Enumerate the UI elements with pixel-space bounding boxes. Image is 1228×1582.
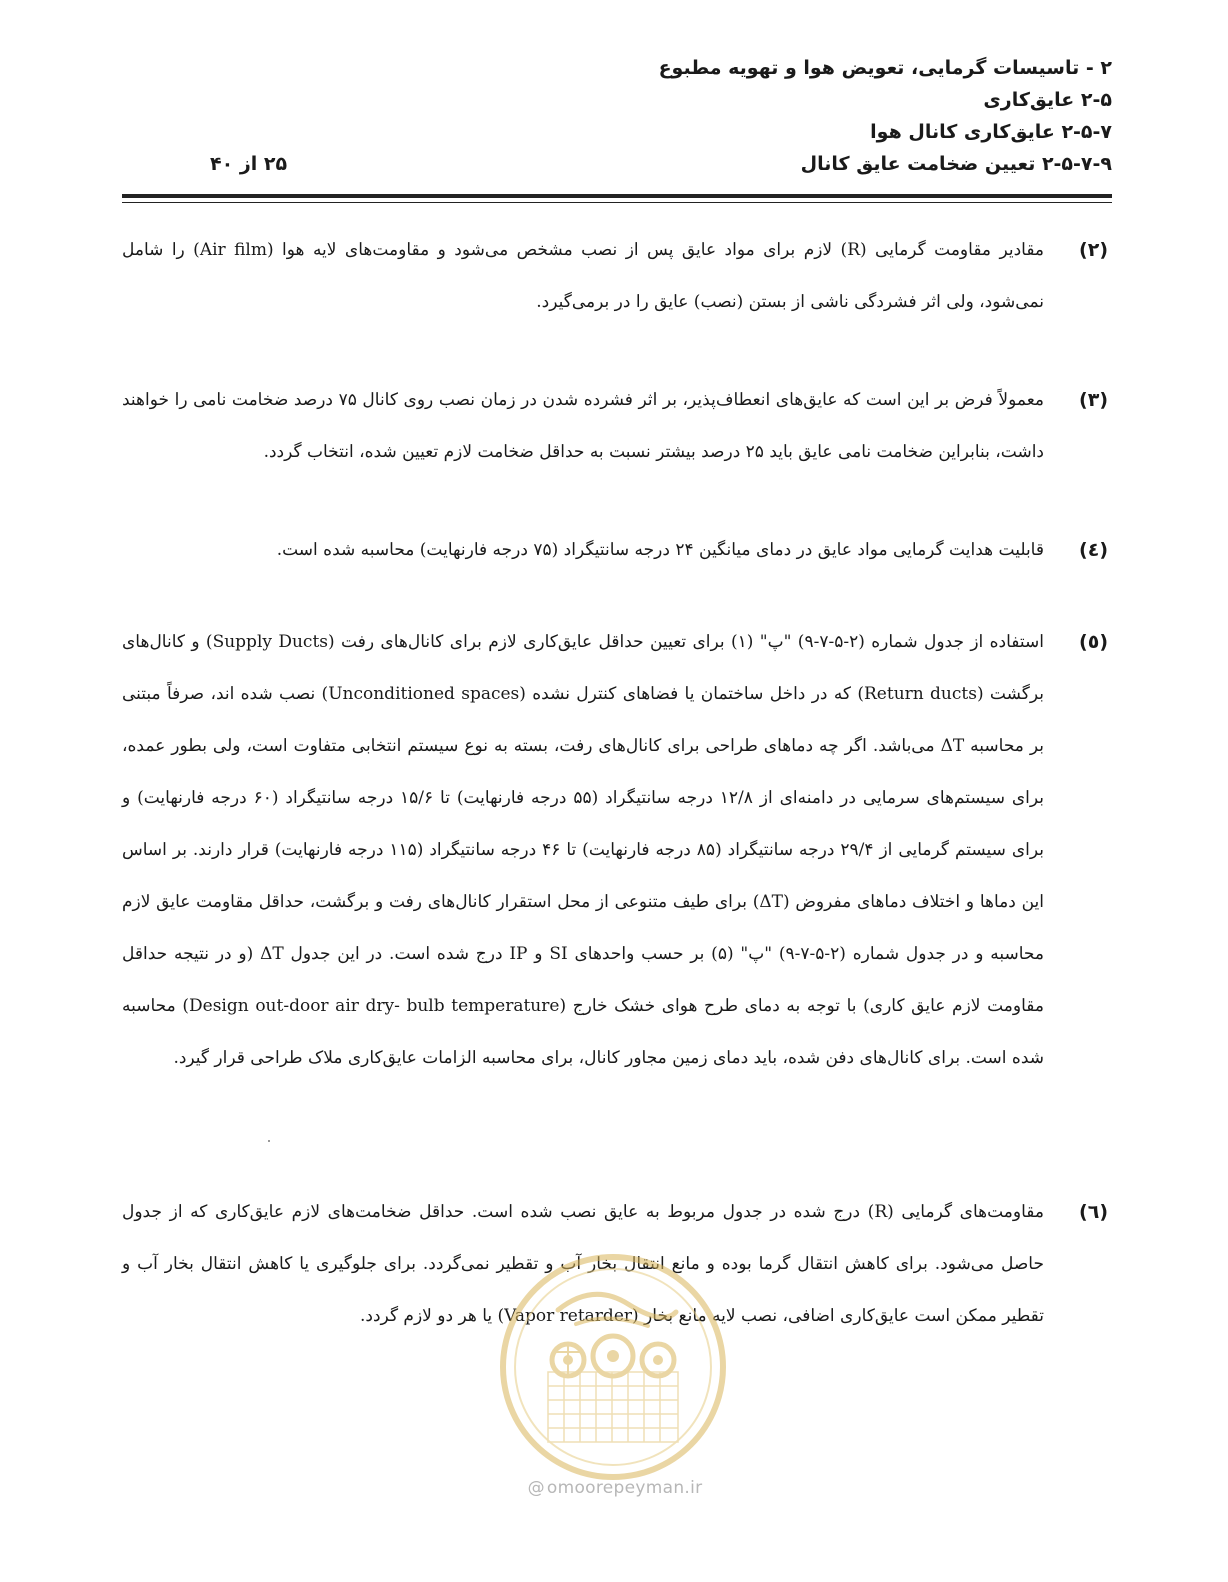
paragraph-text: استفاده از جدول شماره (۲-۵-۷-۹) "پ" (۱) برای تعیین حداقل عایق‌کاری لازم برای کانال‌های رفت (Supply Ducts) و کانال‌های برگشت (Return ducts) که در داخل ساختمان یا فضاهای کنترل نشده (Unconditioned spaces) نصب شده اند، صرفاً مبتنی بر محاسبه ΔT می‌باشد. اگر چه دماهای طراحی برای کانال‌های رفت، بسته به نوع سیستم انتخابی متفاوت است، ولی بطور عمده، برای سیستم‌های سرمایی در دامنه‌ای از ۱۲/۸ درجه سانتیگراد (۵۵ درجه فارنهایت) تا ۱۵/۶ درجه سانتیگراد (۶۰ درجه فارنهایت) و برای سیستم گرمایی از ۲۹/۴ درجه سانتیگراد (۸۵ درجه فارنهایت) تا ۴۶ درجه سانتیگراد (۱۱۵ درجه فارنهایت) قرار دارند. بر اساس این دماها و اختلاف دماهای مفروض (ΔT) برای طیف متنوعی از محل استقرار کانال‌های رفت و برگشت، حداقل مقاومت عایق لازم محاسبه و در جدول شماره (۲-۵-۷-۹) "پ" (۵) بر حسب واحدهای SI و IP درج شده است. در این جدول ΔT (و در نتیجه حداقل مقاومت لازم عایق کاری) با توجه به دمای طرح هوای خشک خارج (Design out-door air dry- bulb temperature) محاسبه شده است. برای کانال‌های دفن شده، باید دمای زمین مجاور کانال، برای محاسبه الزامات عایق‌کاری ملاک طراحی قرار گیرد. (122, 632, 1045, 1068)
header-row (122, 148, 1112, 180)
header-section-title: ۲-۵ عایق‌کاری (983, 89, 1112, 111)
paragraph-number: (٤) (1079, 539, 1108, 561)
paragraph-5 (122, 616, 1112, 1084)
header-topic-title: ۲-۵-۷-۹ تعیین ضخامت عایق کانال (800, 153, 1112, 175)
paragraph-text: معمولاً فرض بر این است که عایق‌های انعطاف‌پذیر، بر اثر فشرده شدن در زمان نصب روی کانال ۷۵ درصد ضخامت نامی را خواهند داشت، بنابراین ضخامت نامی عایق باید ۲۵ درصد بیشتر نسبت به حداقل ضخامت لازم تعیین شده، انتخاب گردد. (122, 390, 1044, 462)
paragraph-text: مقادیر مقاومت گرمایی (R) لازم برای مواد عایق پس از نصب مشخص می‌شود و مقاومت‌های لایه هوا (Air film) را شامل نمی‌شود، ولی اثر فشردگی ناشی از بستن (نصب) عایق را در برمی‌گیرد. (122, 240, 1045, 312)
paragraph-2 (122, 224, 1112, 328)
header-subsection-title: ۲-۵-۷ عایق‌کاری کانال هوا (870, 121, 1112, 143)
header-divider-thin (122, 202, 1112, 203)
page-number: ۲۵ از ۴۰ (210, 153, 288, 175)
watermark-logo (498, 1252, 728, 1482)
watermark-site (500, 1478, 730, 1498)
paragraph-text: مقاومت‌های گرمایی (R) درج شده در جدول مربوط به عایق نصب شده است. حداقل ضخامت‌های لازم عایق‌کاری که از جدول حاصل می‌شود. برای کاهش انتقال گرما بوده و مانع انتقال بخار آب و تقطیر نمی‌گردد. برای جلوگیری یا کاهش انتقال بخار آب و تقطیر ممکن است عایق‌کاری اضافی، نصب لایه مانع بخار (Vapor retarder) یا هر دو لازم گردد. (122, 1202, 1045, 1326)
paragraph-number: (۲) (1079, 239, 1108, 261)
scan-speck (268, 1140, 270, 1142)
paragraph-number: (۳) (1079, 389, 1108, 411)
paragraph-4 (122, 524, 1112, 576)
paragraph-number: (٥) (1079, 631, 1108, 653)
paragraph-3 (122, 374, 1112, 478)
page-header (122, 52, 1112, 192)
paragraph-number: (٦) (1079, 1201, 1108, 1223)
header-divider-thick (122, 194, 1112, 198)
header-chapter-title: ۲ - تاسیسات گرمایی، تعویض هوا و تهویه مطبوع (658, 57, 1112, 79)
paragraph-text: قابلیت هدایت گرمایی مواد عایق در دمای میانگین ۲۴ درجه سانتیگراد (۷۵ درجه فارنهایت) محاسبه شده است. (276, 540, 1044, 560)
watermark-site-text: omoorepeyman.ir (546, 1478, 703, 1498)
at-icon: @ (527, 1478, 545, 1498)
